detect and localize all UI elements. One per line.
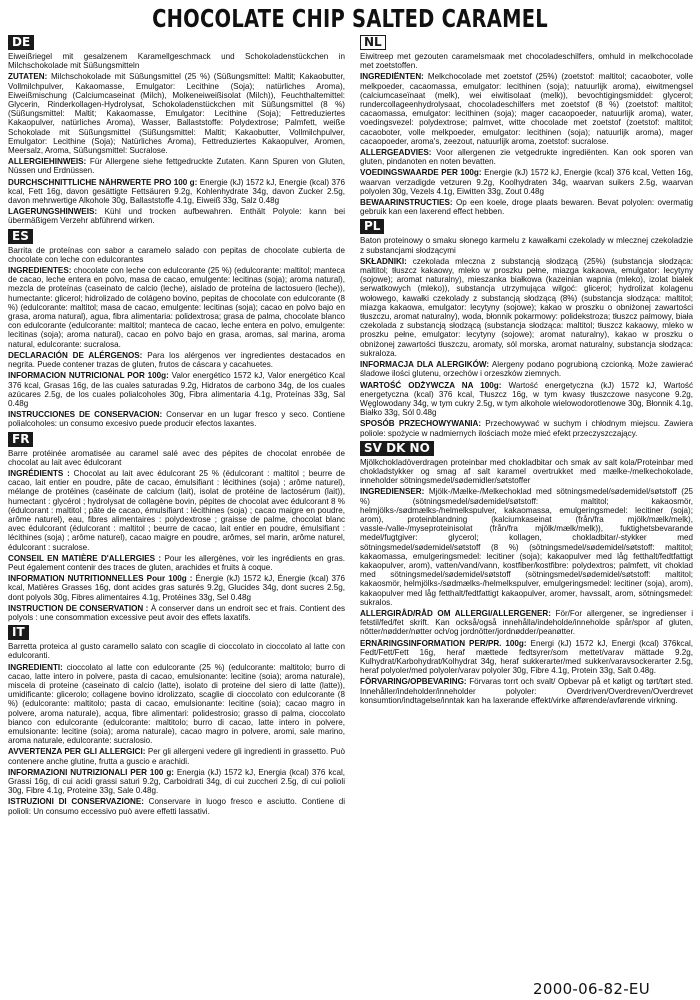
language-tag-pl: PL bbox=[360, 219, 384, 234]
language-tag-fr: FR bbox=[8, 432, 33, 447]
nutrition-heading-sv: ERNÄRINGSINFORMATION PER/PR. 100g: bbox=[360, 638, 527, 648]
language-tag-de: DE bbox=[8, 35, 34, 50]
allergy-sv bbox=[360, 609, 693, 637]
ingredients-text-pl: czekolada mleczna z substancją słodzącą (25%) (substancja słodząca: maltitol; tłuszcz kakaowy, mleko w proszku pełne, miazga kakaowa, emulgator: lecytyny (sojowe); aromat naturalny), mieszanka białkowa (kazeinian wapnia (mleko), izolat białek serwatkowych (mleko)), substancja utrzymująca wilgoć: glicerol; hydrolizat kolagenu wołowego, kawałki czekolady z substancją słodzącą (8%) (substancja słodząca: maltitol; miazga kakaowa, emulgator: lecytyny (sojowe); kakao w proszku o obniżonej zawartości tłuszczu, aromat naturalny), woda, błonnik pokarmowy: polidekstroza; tłuszcz palmowy, biała czekolada z substancją słodzącą (substancja słodząca: maltitol; tłuszcz kakaowy, mleko w proszku pełne, emulgator: lecytyny (sojowe); aromat naturalny), kakao w proszku o obniżonej zawartości tłuszczu, aromaty, sól morska, aromat naturalny, substancja słodząca: sukraloza. bbox=[360, 256, 693, 358]
allergy-text-it: Per gli allergeni vedere gli ingredienti in grassetto. Può contenere anche glutine, frutta a guscio e arachidi. bbox=[8, 747, 345, 766]
section-es bbox=[8, 228, 345, 429]
ingredients-heading-es: INGREDIENTES: bbox=[8, 266, 72, 276]
storage-text-fr: À conserver dans un endroit sec et frais. Contient des polyols : une consommation excessive peut avoir des effets laxatifs. bbox=[8, 603, 345, 622]
allergy-text-de: Für Allergene siehe fettgedruckte Zutaten. Kann Spuren von Gluten, Nüssen und Erdnüssen. bbox=[8, 157, 345, 176]
storage-sv bbox=[360, 677, 693, 705]
ingredients-es bbox=[8, 266, 345, 349]
nutrition-nl bbox=[360, 168, 693, 196]
ingredients-text-fr: Chocolat au lait avec édulcorant 25 % (édulcorant : maltitol ; beurre de cacao, lait entier en poudre, pâte de cacao, émulsifiant : lécithines (soja) ; arôme naturel), mélange de protéines (caséinate de calcium (lait), isolat de protéine de lactosérum (lait)), humectant : glycérol ; hydrolysat de collagène bovin, pépites de chocolat avec édulcorant 8 % (édulcorant : maltitol ; pâte de cacao, émulsifiant : lécithines (soja) ; cacao maigre en poudre, arôme naturel), eau, fibres alimentaires : polydextrose ; graisse de palme, chocolat blanc avec édulcorant (édulcorant : maltitol ; beurre de cacao, lait entier en poudre, émulsifiant : lécithines (soja) ; arôme naturel), cacao maigre en poudre, arômes, sel marin, arôme naturel, édulcorant : sucralose. bbox=[8, 468, 345, 552]
intro-nl: Eiwitreep met gezouten caramelsmaak met chocoladeschilfers, omhuld in melkchocolade met zoetstoffen. bbox=[360, 52, 693, 71]
language-tag-sv-dk-no: SV DK NO bbox=[360, 441, 434, 456]
section-nl bbox=[360, 34, 693, 216]
storage-text-es: Conservar en un lugar fresco y seco. Contiene polialcoholes: un consumo excesivo puede producir efectos laxantes. bbox=[8, 410, 345, 429]
section-pl bbox=[360, 218, 693, 437]
right-column bbox=[360, 34, 693, 976]
intro-fr: Barre protéinée aromatisée au caramel salé avec des pépites de chocolat enrobée de chocolat au lait avec édulcorant bbox=[8, 448, 345, 467]
storage-heading-it: ISTRUZIONI DI CONSERVAZIONE: bbox=[8, 797, 144, 807]
storage-fr bbox=[8, 604, 345, 622]
section-de bbox=[8, 34, 345, 226]
allergy-heading-it: AVVERTENZA PER GLI ALLERGICI: bbox=[8, 747, 146, 757]
ingredients-pl bbox=[360, 257, 693, 358]
ingredients-de bbox=[8, 72, 345, 155]
nutrition-heading-fr: INFORMATION NUTRITIONNELLES Pour 100g : bbox=[8, 574, 193, 584]
ingredients-sv bbox=[360, 487, 693, 607]
section-fr bbox=[8, 431, 345, 623]
intro-es: Barrita de proteínas con sabor a caramelo salado con pepitas de chocolate cubierta de chocolate con leche con edulcorantes bbox=[8, 245, 345, 264]
nutrition-de bbox=[8, 178, 345, 206]
ingredients-text-es: chocolate con leche con edulcorante (25 %) (edulcorante: maltitol; manteca de cacao, leche entera en polvo, masa de cacao, emulgente: lecitinas (soja); aroma natural), mezcla de proteínas (caseinato de calcio (leche), aislado de proteína de lactosuero (leche)), humectante: glicerol; hidrolizado de colágeno bovino, pepitas de chocolate con edulcorante (8 %) (edulcorante: maltitol; masa de cacao, emulgente: lecitinas (soja); cacao en polvo bajo en grasa, aroma natural), agua, fibra alimentaria: polidextrosa; grasa de palma, chocolate blanco con edulcorante (edulcorante: maltitol; manteca de cacao, leche entera en polvo, emulgente: lecitinas (soja); aroma natural), cacao en polvo bajo en grasa, aromas, sal marina, aroma natural, edulcorante: sucralosa. bbox=[8, 266, 345, 349]
nutrition-text-es: Valor energético 1572 kJ, Valor energético Kcal 376 kcal, Grasas 16g, de las cuales saturadas 9.2g, Hidratos de carbono 34g, de los cuales azúcares 2.5g, de los cuales polialcoholes 30g, Fibra alimentaria 4.1g, Proteínas 33g, Sal 0.48g bbox=[8, 371, 345, 408]
intro-sv: Mjölkchokladöverdragen proteinbar med chokladbitar och smak av salt kola/Proteinbar med chokladstykker og smag af salt karamel overtrukket med mælke-/melkechokolade, inneholder sötningsmedel/sødemidler/søtstoffer bbox=[360, 457, 693, 486]
storage-text-de: Kühl und trocken aufbewahren. Enthält Polyole: kann bei übermäßigem Verzehr abführend wirken. bbox=[8, 207, 345, 226]
ingredients-heading-de: ZUTATEN: bbox=[8, 72, 48, 82]
storage-nl bbox=[360, 198, 693, 216]
allergy-text-nl: Voor allergenen zie vetgedrukte ingrediënten. Kan ook sporen van gluten, pindanoten en noten bevatten. bbox=[360, 148, 693, 167]
storage-heading-nl: BEWAARINSTRUCTIES: bbox=[360, 198, 453, 208]
allergy-heading-pl: INFORMACJA DLA ALERGIKÓW: bbox=[360, 360, 490, 370]
ingredients-heading-it: INGREDIENTI: bbox=[8, 662, 63, 672]
storage-it bbox=[8, 797, 345, 815]
nutrition-text-fr: Énergie (kJ) 1572 kJ, Énergie (kcal) 376 kcal, Matières Grasses 16g, dont acides gras saturés 9.2g, Glucides 34g, dont sucres 2.5g, dont polyols 30g, Fibres alimentaires 4.1g, Protéines 33g, Sel 0.48g bbox=[8, 574, 345, 602]
allergy-text-pl: Alergeny podano pogrubioną czcionką. Może zawierać śladowe ilości glutenu, orzechów i orzeszków ziemnych. bbox=[360, 360, 693, 379]
nutrition-it bbox=[8, 768, 345, 796]
storage-es bbox=[8, 410, 345, 428]
section-sv-dk-no bbox=[360, 440, 693, 705]
storage-text-sv: Förvaras torrt och svalt/ Opbevar på et køligt og tørt/tørt sted. Innehåller/indeholder/inneholder polyoler: Overdriven/Overdreven/Overdrevet konsumtion/indtagelse/inntak kan ha laxerande effekt/virke afførende/avførende virkning. bbox=[360, 677, 693, 705]
allergy-text-sv: För/For allergener, se ingredienser i fetstil/fed/fet skrift. Kan också/også innehålla/indeholde/inneholde spår/spor af gluten, nötter/nødder/nøtter och/og jordnötter/jordnødder/peanøtter. bbox=[360, 608, 693, 637]
allergy-text-es: Para los alérgenos ver ingredientes destacados en negrita. Puede contener trazas de gluten, frutos de cáscara y cacahuetes. bbox=[8, 350, 345, 370]
ingredients-text-nl: Melkchocolade met zoetstof (25%) (zoetstof: maltitol; cacaoboter, volle melkpoeder, cacaomassa, emulgator: lecithinen (soja); natuurlijk aroma), eiwitmengsel (calciumcaseïnaat (melk), wei eiwitisolaat (melk)), bevochtigingsmiddel: glycerol; rundercollageenhydrolysaat, chocoladeschilfers met zoetstof (8 %) (zoetstof: maltitol; cacaomassa, emulgator: lecithinen (soja); mager cacaopoeder, natuurlijk aroma), water, voedingsvezel: polydextrose; palmvet, witte chocolade met zoetstof (zoetstof: maltitol; cacaoboter, volle melkpoeder, emulgator: lecithinen (soja); natuurlijk aroma), mager cacaopoeder, aroma's, zeezout, natuurlijk aroma, zoetstof: sucralose. bbox=[360, 72, 693, 146]
intro-it: Barretta proteica al gusto caramello salato con scaglie di cioccolato in cioccolato al latte con edulcoranti. bbox=[8, 642, 345, 661]
nutrition-heading-es: INFORMACION NUTRICIONAL POR 100g: bbox=[8, 371, 169, 381]
intro-de: Eiweißriegel mit gesalzenem Karamellgeschmack und Schokoladenstückchen in Milchschokolade mit Süßungsmitteln bbox=[8, 52, 345, 71]
storage-text-it: Conservare in luogo fresco e asciutto. Contiene di polioli: Un consumo eccessivo può avere effetti lassativi. bbox=[8, 797, 345, 816]
nutrition-heading-nl: VOEDINGSWAARDE PER 100g: bbox=[360, 168, 482, 178]
allergy-heading-fr: CONSEIL EN MATIÈRE D'ALLERGIES : bbox=[8, 553, 162, 563]
nutrition-text-nl: Energie (kJ) 1572 kJ, Energie (kcal) 376 kcal, Vetten 16g, waarvan verzadigde vetzuren 9.2g, Koolhydraten 34g, waarvan suikers 2.5g, waarvan polyolen 30g, Vezels 4.1g, Eiwitten 33g, Zout 0.48g bbox=[360, 168, 693, 196]
ingredients-fr bbox=[8, 469, 345, 552]
nutrition-text-de: Energie (kJ) 1572 kJ, Energie (kcal) 376 kcal, Fett 16g, davon gesättigte Fettsäuren 9.2g, Kohlenhydrate 34g, davon Zucker 2.5g, davon mehrwertige Alkohole 30g, Ballaststoffe 4.1g, Eiweiß 33g, Salz 0.48g bbox=[8, 177, 345, 206]
ingredients-text-sv: Mjölk-/Mælke-/Melkechoklad med sötningsmedel/sødemidel/søtstoff (25 %) (sötningsmedel/sødemidel/søtstoff: maltitol; kakaosmör, helmjölks-/sødmælks-/helmelkspulver, kakaomassa, emulgeringsmedel: lecitiner (soja); arom), proteinblandning (kalciumkaseinat (från/fra mjölk/mælk/melk), vassle-/valle-/myseproteinisolat (från/fra mjölk/mælk/melk)), fuktighetsbevarande medel/fugtgiver: glycerol; kollagen, chokladbitar/-stykker med sötningsmedel/sødemidel/søtstoff (8 %) (sötningsmedel/sødemidel/søtstoff: maltitol; kakaomassa, emulgeringsmedel: lecitiner (soja); kakaopulver med låg fetthalt/fedtfattigt kakaopulver, arom), vatten/vand/vann, kostfiber/kostfibre: polydextros; palmfett, vit choklad med sötningsmedel/sødemidel/søtstoff (sötningsmedel/sødemidel/søtstoff: maltitol; kakaosmör, helmjölks-/sødmælks-/helmelkspulver, emulgeringsmedel: lecitiner (soja), arom), kakaopulver med låg fetthalt/fedtfattigt kakaopulver, aromer, havssalt, arom, sötningsmedel: sukralos. bbox=[360, 487, 693, 607]
allergy-heading-nl: ALLERGEADVIES: bbox=[360, 148, 432, 158]
intro-pl: Baton proteinowy o smaku słonego karmelu z kawałkami czekolady w mlecznej czekoladzie z substancjami słodzącymi bbox=[360, 236, 693, 255]
allergy-de bbox=[8, 157, 345, 175]
ingredients-heading-fr: INGRÉDIENTS : bbox=[8, 468, 70, 478]
allergy-es bbox=[8, 351, 345, 369]
storage-heading-es: INSTRUCCIONES DE CONSERVACION: bbox=[8, 410, 163, 420]
nutrition-pl bbox=[360, 381, 693, 418]
ingredients-heading-pl: SKŁADNIKI: bbox=[360, 256, 407, 266]
nutrition-sv bbox=[360, 639, 693, 676]
allergy-heading-es: DECLARACIÓN DE ALÉRGENOS: bbox=[8, 350, 143, 360]
nutrition-text-it: Energia (kJ) 1572 kJ, Energia (kcal) 376 kcal, Grassi 16g, di cui acidi grassi saturi 9.2g, Carboidrati 34g, di cui zuccheri 2.5g, di cui polioli 30g, Fibre 4.1g, Proteine 33g, Sale 0.48g. bbox=[8, 767, 345, 796]
allergy-heading-de: ALLERGIEHINWEIS: bbox=[8, 157, 87, 167]
storage-heading-sv: FÖRVARING/OPBEVARING: bbox=[360, 677, 467, 687]
allergy-fr bbox=[8, 554, 345, 572]
nutrition-fr bbox=[8, 574, 345, 602]
allergy-text-fr: Pour les allergènes, voir les ingrédients en gras. Peut également contenir des traces de gluten, arachides et fruits à coque. bbox=[8, 553, 345, 572]
allergy-it bbox=[8, 747, 345, 765]
ingredients-text-it: cioccolato al latte con edulcorante (25 %) (edulcorante: maltitolo; burro di cacao, latte intero in polvere, pasta di cacao, emulsionante: lecitine (soia); aroma naturale), miscela di proteine (caseinato di calcio (latte), isolato di proteine del siero di latte (latte)), umidificante: glicerolo; collagene bovino idrolizzato, scaglie di cioccolato con edulcorante (8 %) (edulcorante: maltitolo; pasta di cacao, emulsionante: lecitine (soia); cacao magro in polvere, aroma naturale), acqua, fibre alimentari: polidestrosio; grasso di palma, cioccolato bianco con edulcorante (edulcorante: maltitolo; burro di cacao, latte intero in polvere, emulsionante: lecitine (soia); aroma naturale), cacao magro in polvere, aromi, sale marino, aroma naturale, edulcorante: sucralosio. bbox=[8, 662, 345, 746]
ingredients-heading-nl: INGREDIËNTEN: bbox=[360, 72, 424, 82]
storage-text-pl: Przechowywać w suchym i chłodnym miejscu. Zawiera poliole: spożycie w nadmiernych ilościach może mieć efekt przeczyszczający. bbox=[360, 419, 693, 438]
allergy-pl bbox=[360, 360, 693, 378]
product-title: CHOCOLATE CHIP SALTED CARAMEL bbox=[152, 4, 548, 33]
ingredients-heading-sv: INGREDIENSER: bbox=[360, 487, 425, 497]
allergy-nl bbox=[360, 148, 693, 166]
nutrition-heading-de: DURCHSCHNITTLICHE NÄHRWERTE PRO 100 g: bbox=[8, 177, 198, 187]
storage-heading-pl: SPOSÓB PRZECHOWYWANIA: bbox=[360, 419, 482, 429]
storage-pl bbox=[360, 419, 693, 437]
allergy-heading-sv: ALLERGIRÅD/RÅD OM ALLERGI/ALLERGENER: bbox=[360, 608, 551, 618]
nutrition-es bbox=[8, 371, 345, 408]
reference-code: 2000-06-82-EU bbox=[533, 980, 650, 998]
left-column bbox=[8, 34, 345, 976]
language-tag-es: ES bbox=[8, 229, 33, 244]
language-tag-it: IT bbox=[8, 625, 29, 640]
storage-de bbox=[8, 207, 345, 225]
nutrition-heading-it: INFORMAZIONI NUTRIZIONALI PER 100 g: bbox=[8, 767, 174, 777]
nutrition-heading-pl: WARTOŚĆ ODŻYWCZA NA 100g: bbox=[360, 380, 502, 390]
storage-text-nl: Op een koele, droge plaats bewaren. Bevat polyolen: overmatig gebruik kan een laxerend effect hebben. bbox=[360, 198, 693, 217]
ingredients-it bbox=[8, 663, 345, 746]
language-tag-nl: NL bbox=[360, 35, 386, 50]
storage-heading-de: LAGERUNGSHINWEIS: bbox=[8, 207, 98, 217]
ingredients-text-de: Milchschokolade mit Süßungsmittel (25 %) (Süßungsmittel: Maltit; Kakaobutter, Vollmilchpulver, Kakaomasse, Emulgator: Lecithine (Soja); natürliches Aroma), Eiweißmischung (Calciumcaseinat (Milch), Molkeneiweißisolat (Milch)), Feuchthaltemittel: Glycerin, Rinderkollagen-Hydrolysat, Schokoladenstückchen mit Süßungsmittel (8 %) (Süßungsmittel: Maltit; Kakaomasse, Emulgator: Lecithine (Soja); Fettreduziertes Kakaopulver, natürliches Aroma), Wasser, Ballaststoffe: Polydextrose; Palmfett, weiße Schokolade mit Süßungsmittel (Süßungsmittel: Maltit; Kakaobutter, Vollmilchpulver, Emulgator: Lecithine (Soja); Natürliches Aroma), Fettreduziertes Kakaopulver, Aromen, Meersalz, Aroma, Süßungsmittel: Sucralose. bbox=[8, 72, 345, 156]
storage-heading-fr: INSTRUCTION DE CONSERVATION : bbox=[8, 603, 149, 613]
section-it bbox=[8, 624, 345, 816]
nutrition-text-sv: Energi (kJ) 1572 kJ, Energi (kcal) 376kcal, Fedt/Fett/Fett 16g, heraf mættede fedtsyrer/som mettet/varav mättade 9.2g, Kulhydrat/Karbohydrat/Kolhydrat 34g, heraf sukkerarter/med sukker/varavsockerarter 2.5g, heraf polyoler/med polyoler/varav polyoler 30g, Fibre 4.1g, Protein 33g, Salt 0.48g. bbox=[360, 638, 693, 676]
ingredients-nl bbox=[360, 72, 693, 146]
nutrition-text-pl: Wartość energetyczna (kJ) 1572 kJ, Wartość energetyczna (kcal) 376 kcal, Tłuszcz 16g, w tym kwasy tłuszczowe nasycone 9.2g, Węglowodany 34g, w tym cukry 2.5g, w tym alkohole wielowodorotlenowe 30g, Błonnik 4.1g, Białko 33g, Sól 0.48g bbox=[360, 380, 693, 418]
